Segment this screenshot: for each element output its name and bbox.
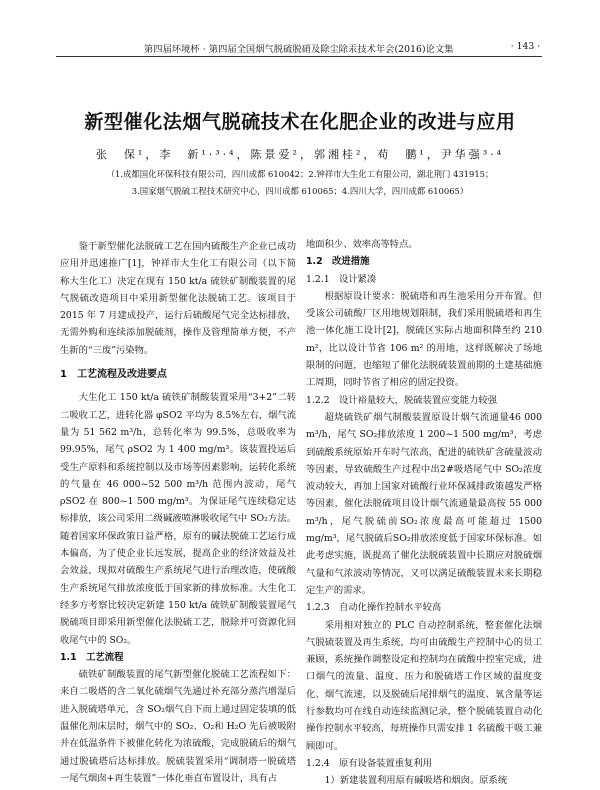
subsection-1-1-paragraph: 硫铁矿制酸装置的尾气新型催化脱硫工艺流程如下：来自二吸塔的含二氧化硫烟气先通过补充部分蒸汽增湿后进入脱硫塔单元，含 SO₂烟气自下而上通过固定装填的低温催化剂床层时，烟气中的 SO₂、O₂和 H₂O 先后被吸附并在低温条件下被催化转化为浓硫酸，完成脱硫后的烟气通过脱硫塔后达标排放。脱硫装置采用“调制塔一脱硫塔一尾气烟囱+再生装置”一体化垂直布置设计，具有占 — [60, 669, 296, 784]
running-header — [56, 38, 542, 57]
left-column — [60, 238, 296, 787]
subsection-heading-1-1: 1.1 工艺流程 — [60, 651, 124, 663]
page-number: · 143 · — [510, 41, 540, 52]
continued-paragraph: 地面积少、效率高等特点。 — [306, 239, 418, 250]
right-column — [306, 236, 542, 790]
subsection-1-2-1-paragraph: 根据原设计要求：脱硫塔和再生池采用分开布置。但受该公司硫酸厂区用地规划限制，我们采用脱硫塔和再生池一体化施工设计[2]，脱硫区实际占地面积降至约 210 m²，比以设计节省 106 m² 的用地，这样既解决了场地限制的问题，也缩短了催化法脱硫装置前期的土建基础施工周期，同时节省了相应的固定投资。 — [306, 290, 542, 389]
subsection-heading-1-2-3: 1.2.3 自动化操作控制水平较高 — [306, 602, 442, 614]
subsection-heading-1-2-4: 1.2.4 原有设备装置重复利用 — [306, 757, 432, 769]
author-list: 张 保¹，李 新¹·³·⁴，陈景爱²，郭湘桂²，苟 鹏¹，尹华强³·⁴ — [95, 148, 505, 161]
subsection-heading-1-2: 1.2 改进措施 — [306, 256, 370, 268]
subsection-1-2-3-paragraph: 采用相对独立的 PLC 自动控制系统，整套催化法烟气脱硫装置及再生系统，均可由硫酸生产控制中心的员工兼顾，系统操作调整设定和控制均在硫酸中控室完成，进口烟气的流量、温度、压力和脱硫塔工作区域的温度变化、烟气流速，以及脱硫后尾排烟气的温度、氧含量等运行参数均可在线自动连续监测记录，整个脱硫装置自动化操作控制水平较高，每班操作只需安排 1 名硫酸干吸工兼顾即可。 — [306, 619, 542, 752]
affiliation-line-2: 3.国家烟气脱硫工程技术研究中心，四川成都 610065；4.四川大学，四川成都 610065） — [131, 186, 469, 196]
subsection-heading-1-2-1: 1.2.1 设计紧凑 — [306, 273, 377, 285]
affiliation-line-1: （1.成都国化环保科技有限公司，四川成都 610042；2.钟祥市大生化工有限公司，湖北荆门 431915； — [106, 169, 494, 179]
subsection-heading-1-2-2: 1.2.2 设计裕量较大，脱硫装置应变能力较强 — [306, 394, 497, 406]
intro-paragraph: 鉴于新型催化法脱硫工艺在国内硫酸生产企业已成功应用并迅速推广[1]，钟祥市大生化工有限公司（以下简称大生化工）决定在现有 150 kt/a 硫铁矿制酸装置的尾气脱硫改造项目中采用新型催化法脱硫工艺。该项目于 2015 年 7 月建成投产，运行后硫酸尾气完全达标排放，无需外购和连续添加脱硫剂，操作及管理简单方便，不产生新的“三废”污染物。 — [60, 241, 296, 356]
paper-title: 新型催化法烟气脱硫技术在化肥企业的改进与应用 — [84, 111, 516, 133]
section-heading-1: 1 工艺流程及改进要点 — [60, 369, 167, 381]
subsection-1-2-2-paragraph: 超烧硫铁矿烟气制酸装置原设计烟气流通量46 000 m³/h，尾气 SO₂排放浓度 1 200~1 500 mg/m³，考虑到硫酸系统原始开车时气浓高，配进的硫铁矿含硫量波动等因素，导致硫酸生产过程中出2#吸塔尾气中 SO₂浓度波动较大，再加上国家对硫酸行业环保减排政策越发严格等因素，催化法脱硫项目设计烟气流通量最高按 55 000 m³/h，尾气脱硫前SO₂浓度最高可能超过 1500 mg/m³，尾气脱硫后SO₂排放浓度低于国家环保标准。如此考虑实施，既提高了催化法脱硫装置中长期应对脱硫烟气量和气浓波动等情况，又可以满足硫酸装置未来长期稳定生产的需求。 — [306, 411, 542, 596]
section-1-paragraph: 大生化工 150 kt/a 硫铁矿制酸装置采用“3+2”二转二吸收工艺，进转化器 φSO2 平均为 8.5%左右，烟气流量为 51 562 m³/h，总转化率为 99.5%，总吸收率为 99.95%，尾气 ρSO2 为 1 400 mg/m³。该装置投运后受生产原料和系统控制以及市场等因素影响，运转化系统的气量在 46 000~52 500 m³/h 范围内波动，尾气 ρSO2 在 800~1 500 mg/m³。为保证尾气连续稳定达标排放，该公司采用二级碱液喷淋吸收尾气中 SO₂方法。随着国家环保政策日益严格，原有的碱法脱硫工艺运行成本偏高，为了使企业长远发展，提高企业的经济效益及社会效益，现拟对硫酸生产系统尾气进行治理改造，使硫酸生产系统尾气排放浓度低于国家新的排放标准。大生化工经多方考察比较决定新建 150 kt/a 硫铁矿制酸装置尾气脱硫项目即采用新型催化法脱硫工艺，脱除并可资源化回收尾气中的 SO₂。 — [60, 392, 296, 646]
journal-title: 第四届环境杯 · 第四届全国烟气脱硫脱硝及除尘除汞技术年会(2016)论文集 — [144, 44, 454, 55]
subsection-1-2-4-paragraph: 1）新建装置利用原有碱吸塔和烟囱。原系统 — [324, 775, 508, 787]
